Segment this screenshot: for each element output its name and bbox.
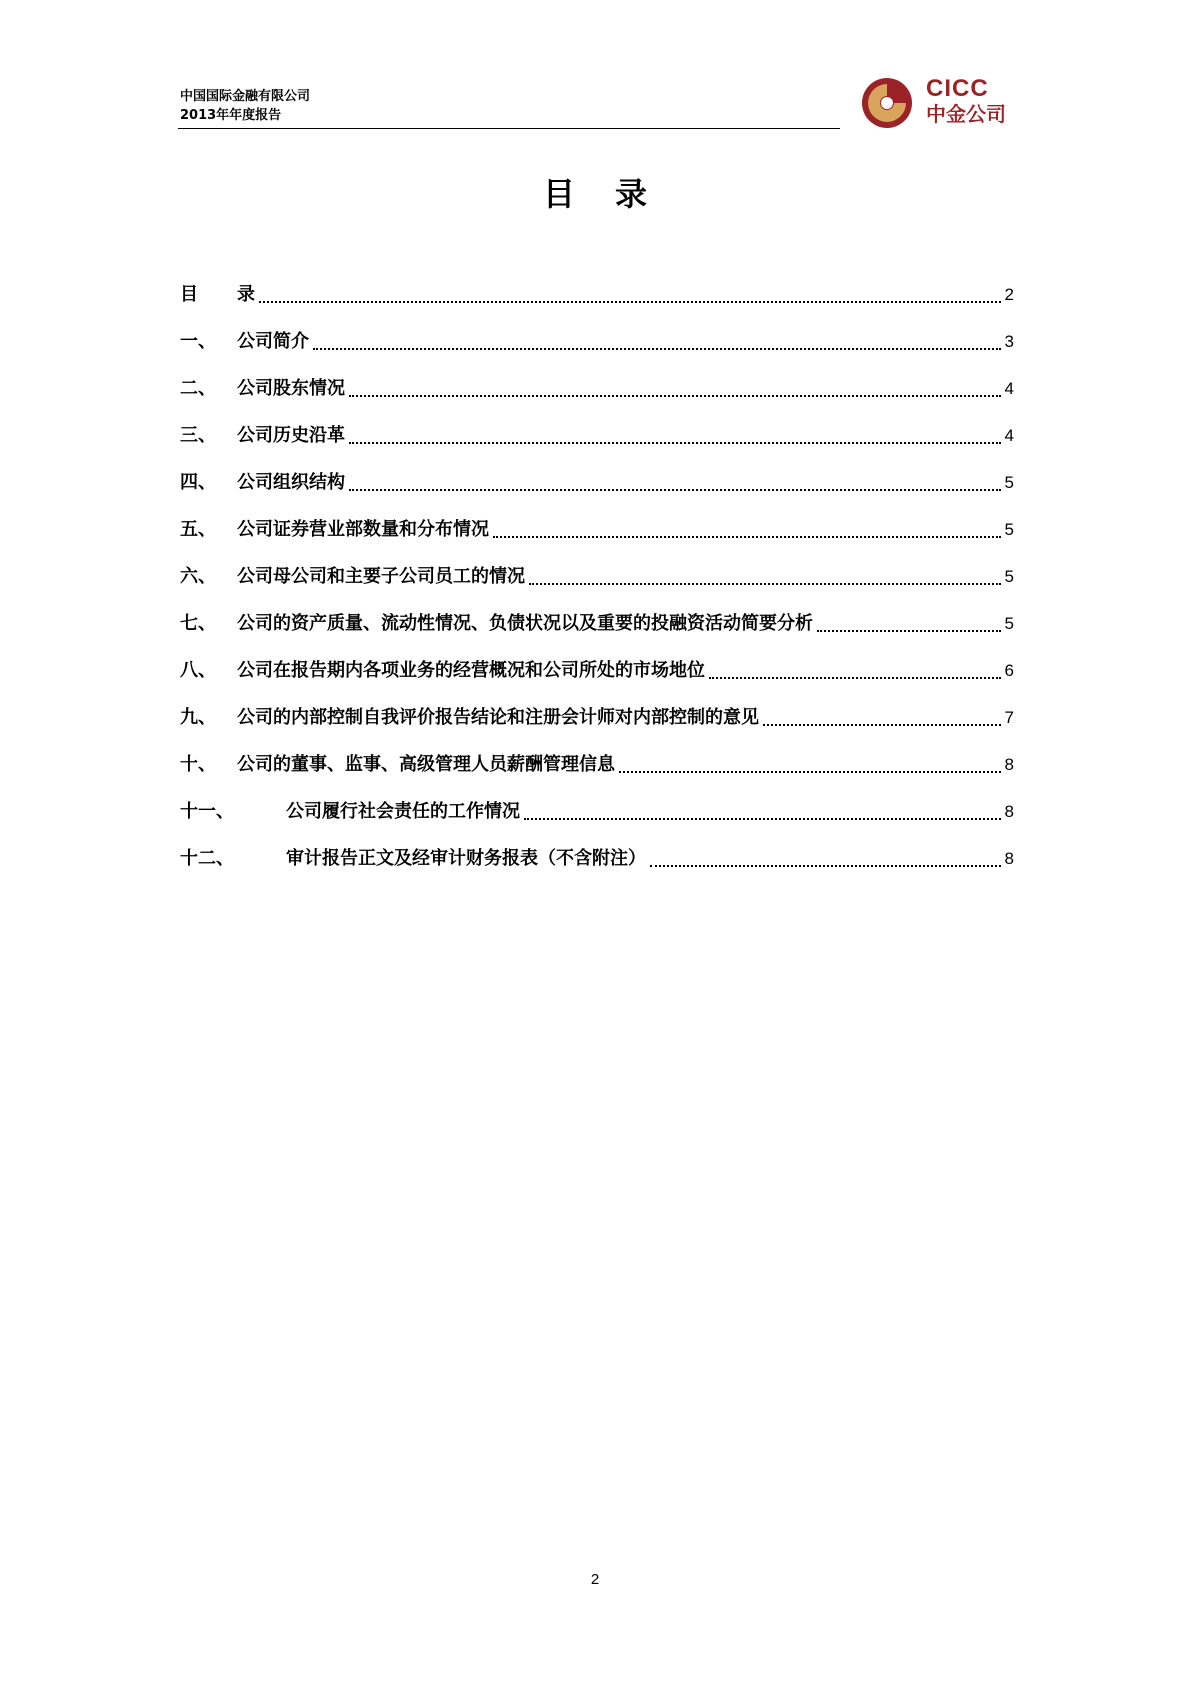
toc-entry-page: 5 bbox=[1004, 520, 1014, 539]
toc-leader-dots bbox=[349, 395, 1001, 397]
toc-entry-page: 5 bbox=[1004, 614, 1014, 633]
logo-latin-text: CICC bbox=[926, 75, 989, 102]
toc-entry-number: 十、 bbox=[180, 754, 216, 775]
toc-entry-7[interactable] bbox=[180, 611, 1014, 658]
toc-entry-title: 公司组织结构 bbox=[237, 472, 345, 493]
toc-entry-title: 公司在报告期内各项业务的经营概况和公司所处的市场地位 bbox=[237, 660, 705, 681]
toc-entry-11[interactable] bbox=[180, 799, 1014, 846]
toc-entry-page: 6 bbox=[1004, 661, 1014, 680]
toc-entry-title: 公司的资产质量、流动性情况、负债状况以及重要的投融资活动简要分析 bbox=[237, 613, 813, 634]
toc-entry-number: 目 bbox=[180, 284, 198, 305]
toc-leader-dots bbox=[349, 489, 1001, 491]
toc-entry-page: 7 bbox=[1004, 708, 1014, 727]
toc-entry-page: 3 bbox=[1004, 332, 1014, 351]
toc-leader-dots bbox=[763, 724, 1001, 726]
toc-entry-number: 二、 bbox=[180, 378, 216, 399]
toc-entry-number: 六、 bbox=[180, 566, 216, 587]
toc-entry-title: 审计报告正文及经审计财务报表（不含附注） bbox=[286, 848, 646, 869]
toc-leader-dots bbox=[524, 818, 1001, 820]
toc-entry-number: 九、 bbox=[180, 707, 216, 728]
toc-entry-title: 录 bbox=[237, 284, 255, 305]
toc-entry-title: 公司证券营业部数量和分布情况 bbox=[237, 519, 489, 540]
toc-entry-title: 公司履行社会责任的工作情况 bbox=[286, 801, 520, 822]
toc-entry-1[interactable] bbox=[180, 329, 1014, 376]
cicc-logo-icon bbox=[860, 76, 914, 130]
toc-entry-page: 4 bbox=[1004, 426, 1014, 445]
page-number: 2 bbox=[590, 1571, 600, 1588]
toc-entry-title: 公司母公司和主要子公司员工的情况 bbox=[237, 566, 525, 587]
toc-heading: 目录 bbox=[542, 175, 687, 213]
toc-leader-dots bbox=[650, 865, 1001, 867]
toc-entry-4[interactable] bbox=[180, 470, 1014, 517]
toc-entry-number: 一、 bbox=[180, 331, 216, 352]
toc-entry-number: 五、 bbox=[180, 519, 216, 540]
toc-entry-number: 十二、 bbox=[180, 848, 234, 869]
toc-entry-12[interactable] bbox=[180, 846, 1014, 893]
toc-entry-contents[interactable] bbox=[180, 282, 1014, 329]
toc-leader-dots bbox=[493, 536, 1001, 538]
toc-entry-6[interactable] bbox=[180, 564, 1014, 611]
toc-entry-title: 公司的董事、监事、高级管理人员薪酬管理信息 bbox=[237, 754, 615, 775]
toc-leader-dots bbox=[349, 442, 1001, 444]
toc-leader-dots bbox=[529, 583, 1001, 585]
toc-leader-dots bbox=[817, 630, 1001, 632]
toc-entry-number: 七、 bbox=[180, 613, 216, 634]
header-company-name: 中国国际金融有限公司 bbox=[180, 89, 311, 104]
toc-entry-2[interactable] bbox=[180, 376, 1014, 423]
toc-entry-8[interactable] bbox=[180, 658, 1014, 705]
header-divider bbox=[178, 128, 840, 129]
toc-entry-page: 4 bbox=[1004, 379, 1014, 398]
toc-entry-title: 公司股东情况 bbox=[237, 378, 345, 399]
toc-entry-title: 公司的内部控制自我评价报告结论和注册会计师对内部控制的意见 bbox=[237, 707, 759, 728]
toc-entry-number: 四、 bbox=[180, 472, 216, 493]
toc-leader-dots bbox=[313, 348, 1001, 350]
table-of-contents bbox=[180, 282, 1014, 893]
cicc-logo bbox=[860, 74, 1020, 134]
toc-leader-dots bbox=[619, 771, 1001, 773]
toc-entry-9[interactable] bbox=[180, 705, 1014, 752]
toc-entry-page: 2 bbox=[1004, 285, 1014, 304]
toc-entry-number: 三、 bbox=[180, 425, 216, 446]
toc-leader-dots bbox=[259, 301, 1001, 303]
toc-entry-page: 5 bbox=[1004, 567, 1014, 586]
toc-entry-title: 公司简介 bbox=[237, 331, 309, 352]
toc-entry-number: 八、 bbox=[180, 660, 216, 681]
toc-entry-title: 公司历史沿革 bbox=[237, 425, 345, 446]
toc-entry-page: 8 bbox=[1004, 802, 1014, 821]
toc-entry-page: 8 bbox=[1004, 849, 1014, 868]
header-report-title: 2013年年度报告 bbox=[180, 108, 282, 123]
toc-entry-number: 十一、 bbox=[180, 801, 234, 822]
toc-entry-page: 8 bbox=[1004, 755, 1014, 774]
toc-entry-5[interactable] bbox=[180, 517, 1014, 564]
toc-leader-dots bbox=[709, 677, 1001, 679]
toc-entry-page: 5 bbox=[1004, 473, 1014, 492]
toc-entry-10[interactable] bbox=[180, 752, 1014, 799]
toc-entry-3[interactable] bbox=[180, 423, 1014, 470]
page-header bbox=[180, 88, 840, 130]
logo-chinese-text: 中金公司 bbox=[926, 102, 1006, 126]
